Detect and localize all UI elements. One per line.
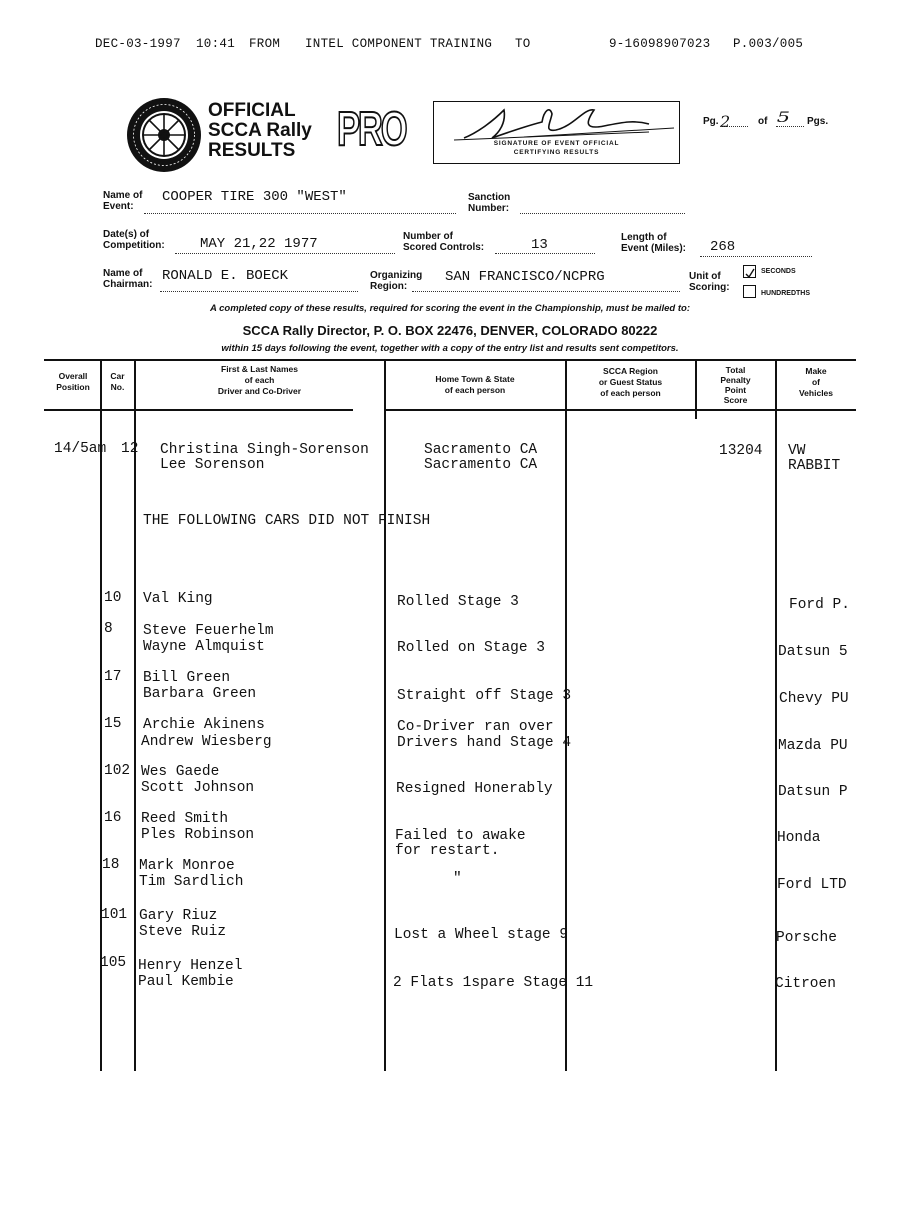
fax-number: 9-16098907023 <box>609 37 711 51</box>
dnf-codriver: Paul Kembie <box>138 974 234 990</box>
mail-note: A completed copy of these results, required for scoring the event in the Championship, must be mailed to: <box>209 303 690 314</box>
chairman-label: Name of Chairman: <box>103 268 153 290</box>
col-names-header: First & Last Names of each Driver and Co-Driver <box>217 364 302 396</box>
dnf-codriver: Barbara Green <box>143 686 257 702</box>
page-label: Pg. <box>703 116 719 127</box>
dnf-reason: Resigned Honerably <box>396 781 553 797</box>
page-number: 2 <box>720 112 731 131</box>
form-title <box>208 101 312 161</box>
sanction-label: Sanction Number: <box>468 192 511 214</box>
finisher-score: 13204 <box>719 443 763 459</box>
dnf-driver: Val King <box>143 591 213 607</box>
fax-time: 10:41 <box>196 37 236 51</box>
controls-label: Number of Scored Controls: <box>403 231 485 253</box>
director-address: SCCA Rally Director, P. O. BOX 22476, DENVER, COLORADO 80222 <box>242 323 658 338</box>
dnf-reason: Straight off Stage 3 <box>397 688 572 704</box>
finisher-driver: Christina Singh-Sorenson <box>160 442 369 458</box>
dnf-codriver: Steve Ruiz <box>139 924 227 940</box>
dnf-driver: Steve Feuerhelm <box>143 623 274 639</box>
hundredths-checkbox[interactable] <box>743 285 756 298</box>
region-label: Organizing Region: <box>370 270 423 292</box>
seconds-label: SECONDS <box>761 268 796 275</box>
header-rule-left <box>44 409 353 411</box>
scca-emblem-icon <box>126 97 202 173</box>
page-total: 5 <box>776 110 791 126</box>
dnf-car: 8 <box>104 621 113 637</box>
dnf-car: 17 <box>104 669 122 685</box>
fax-to-label: TO <box>515 37 531 51</box>
dnf-car: 105 <box>100 955 127 971</box>
finisher-town-2: Sacramento CA <box>424 457 538 473</box>
header-rule-right <box>385 409 856 411</box>
pgs-label: Pgs. <box>807 116 829 127</box>
dates-label: Date(s) of Competition: <box>103 229 165 251</box>
dnf-codriver: Wayne Almquist <box>143 639 265 655</box>
col-make-header: Make of Vehicles <box>798 366 834 398</box>
dnf-driver: Reed Smith <box>141 811 229 827</box>
dnf-codriver: Ples Robinson <box>141 827 255 843</box>
length-label: Length of Event (Miles): <box>621 232 687 254</box>
dnf-make: Datsun 5 <box>778 644 848 660</box>
dnf-heading: THE FOLLOWING CARS DID NOT FINISH <box>143 513 431 529</box>
dnf-car: 16 <box>104 810 122 826</box>
dnf-reason: Co-Driver ran over <box>397 719 554 735</box>
fax-date: DEC-03-1997 <box>95 37 181 51</box>
dnf-make: Chevy PU <box>779 691 849 707</box>
dnf-car: 102 <box>104 763 131 779</box>
organizing-region: SAN FRANCISCO/NCPRG <box>445 269 605 285</box>
finisher-codriver: Lee Sorenson <box>160 457 265 473</box>
dnf-reason: 2 Flats 1spare Stage 11 <box>393 975 594 991</box>
col-town-header: Home Town & State of each person <box>435 374 515 395</box>
dnf-make: Citroen <box>775 976 836 992</box>
finisher-make-1: VW <box>788 443 806 459</box>
dnf-make: Ford P. <box>789 597 850 613</box>
dnf-car: 18 <box>102 857 120 873</box>
dnf-reason-2: Drivers hand Stage 4 <box>397 735 572 751</box>
scored-controls: 13 <box>531 237 548 253</box>
signature-caption-2: CERTIFYING RESULTS <box>513 149 600 156</box>
title-line-scca-rally: SCCA Rally <box>208 120 312 141</box>
of-label: of <box>758 116 768 127</box>
hundredths-label: HUNDREDTHS <box>761 290 810 297</box>
finisher-town-1: Sacramento CA <box>424 442 538 458</box>
dnf-driver: Bill Green <box>143 670 231 686</box>
title-line-results: RESULTS <box>208 140 296 161</box>
dnf-make: Porsche <box>776 930 837 946</box>
col-score-header: Total Penalty Point Score <box>720 365 751 405</box>
signature-box <box>433 101 680 164</box>
col-car-header: Car No. <box>110 371 125 392</box>
dnf-car: 101 <box>101 907 128 923</box>
signature-caption-1: SIGNATURE OF EVENT OFFICIAL <box>493 140 620 147</box>
title-line-official: OFFICIAL <box>208 100 296 121</box>
dnf-car: 10 <box>104 590 122 606</box>
dnf-driver: Gary Riuz <box>139 908 218 924</box>
dnf-reason: Rolled Stage 3 <box>397 594 519 610</box>
finisher-car: 12 <box>121 441 139 457</box>
competition-dates: MAY 21,22 1977 <box>200 236 318 252</box>
dnf-reason: Failed to awake <box>395 828 526 844</box>
dnf-codriver: Scott Johnson <box>141 780 255 796</box>
dnf-car: 15 <box>104 716 122 732</box>
table-top-rule <box>44 359 856 361</box>
dnf-driver: Henry Henzel <box>138 958 243 974</box>
finisher-position: 14/5am <box>54 441 107 457</box>
pro-mark: PRO <box>337 103 406 156</box>
dnf-reason-2: for restart. <box>395 843 500 859</box>
dnf-driver: Archie Akinens <box>143 717 265 733</box>
dnf-codriver: Andrew Wiesberg <box>141 734 272 750</box>
dnf-make: Datsun P <box>778 784 848 800</box>
col-region-header: SCCA Region or Guest Status of each person <box>598 366 663 398</box>
within-note: within 15 days following the event, together with a copy of the entry list and results sent competitors. <box>221 343 679 354</box>
dnf-make: Mazda PU <box>778 738 848 754</box>
dnf-make: Ford LTD <box>777 877 847 893</box>
event-length: 268 <box>710 239 736 255</box>
dnf-codriver: Tim Sardlich <box>139 874 244 890</box>
dnf-driver: Wes Gaede <box>141 764 220 780</box>
fax-page: P.003/005 <box>733 37 804 51</box>
dnf-reason: Rolled on Stage 3 <box>397 640 545 656</box>
event-name: COOPER TIRE 300 "WEST" <box>162 189 347 205</box>
chairman-name: RONALD E. BOECK <box>162 268 289 284</box>
fax-from: INTEL COMPONENT TRAINING <box>305 37 493 51</box>
dnf-driver: Mark Monroe <box>139 858 235 874</box>
dnf-reason: " <box>453 871 462 887</box>
col-position-header: Overall Position <box>56 371 90 392</box>
fax-from-label: FROM <box>249 37 281 51</box>
seconds-checkbox[interactable] <box>743 265 756 278</box>
event-label: Name of Event: <box>103 190 143 212</box>
finisher-make-2: RABBIT <box>788 458 841 474</box>
scoring-label: Unit of Scoring: <box>689 271 730 293</box>
dnf-reason: Lost a Wheel stage 9 <box>394 927 569 943</box>
dnf-make: Honda <box>777 830 821 846</box>
